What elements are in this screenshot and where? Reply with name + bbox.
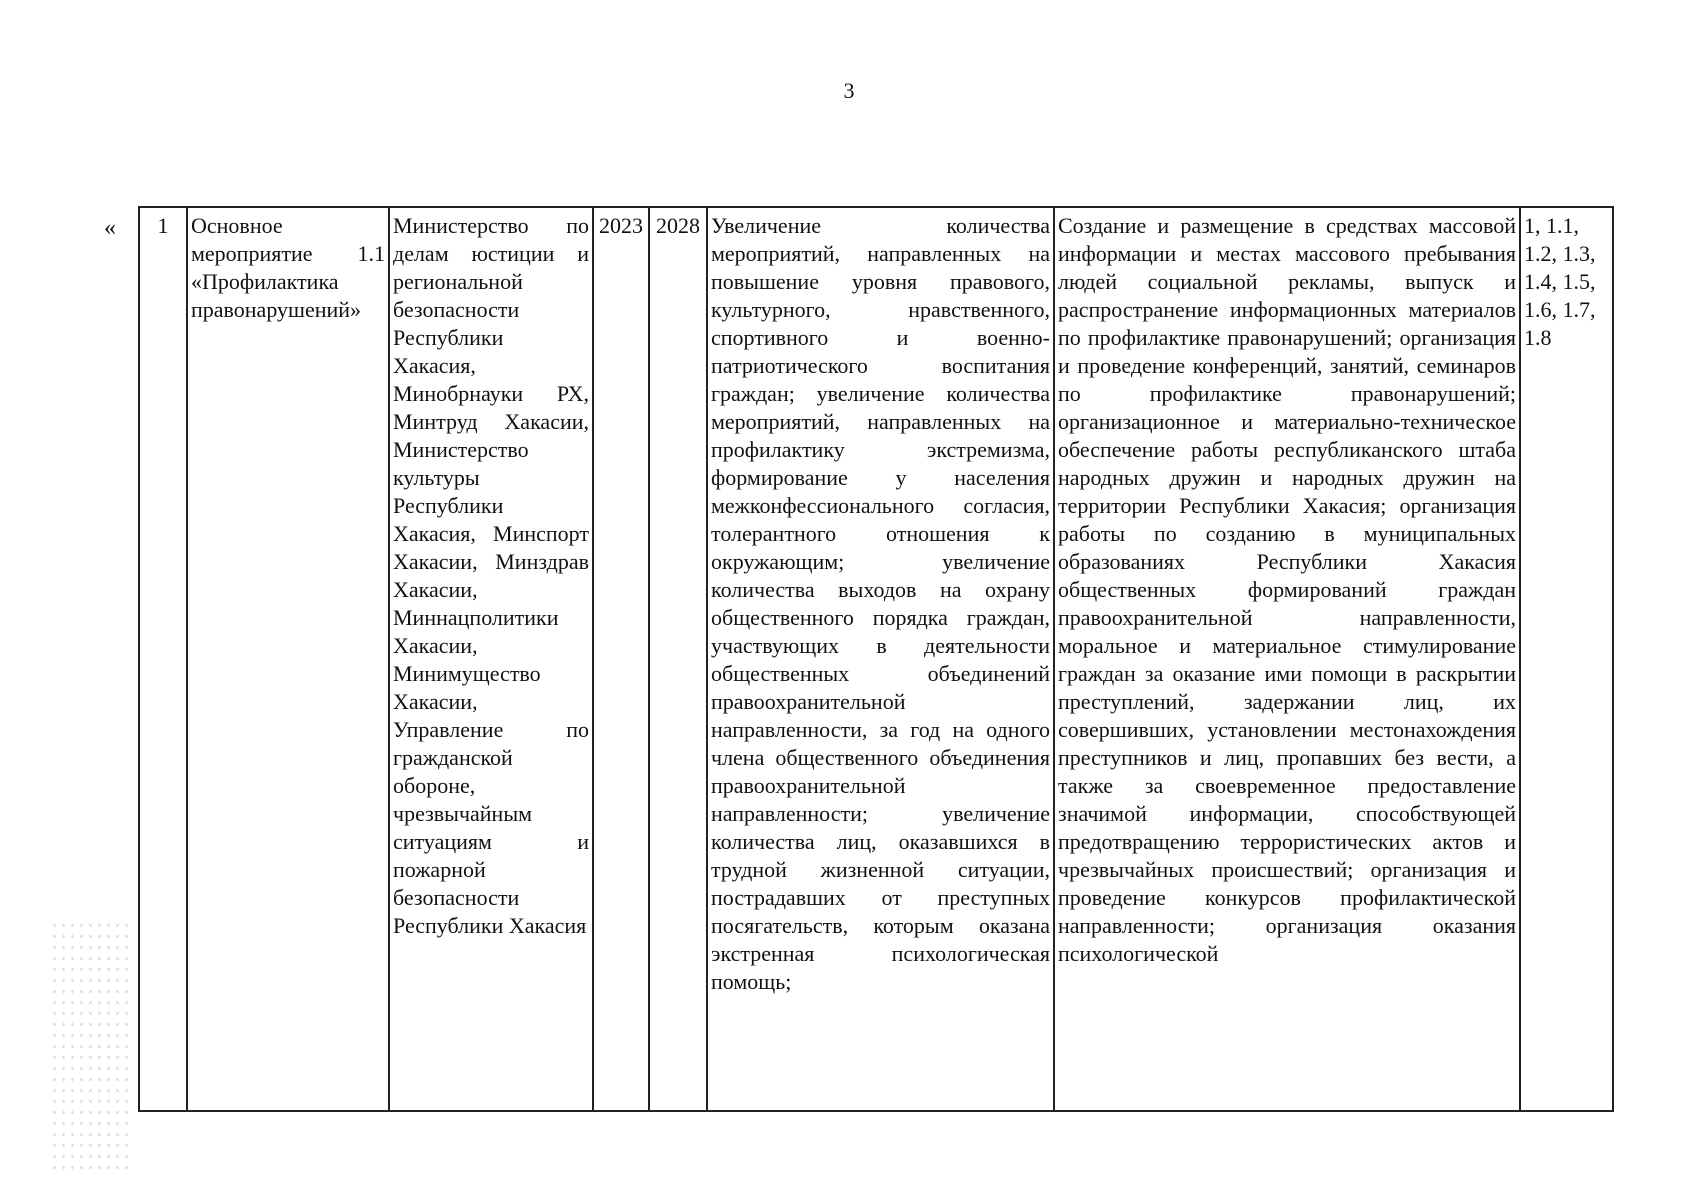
indicator-refs-cell xyxy=(1520,207,1613,1111)
page-number: 3 xyxy=(843,78,855,103)
end-year-cell xyxy=(649,207,707,1111)
scan-artifact-dots xyxy=(50,920,130,1170)
table-row xyxy=(139,207,1613,1111)
event-name: Основное мероприятие 1.1 «Профилактика правонарушений» xyxy=(191,213,385,322)
program-events-table xyxy=(138,206,1614,1112)
start-year-cell xyxy=(593,207,649,1111)
row-number-cell xyxy=(139,207,187,1111)
executor-cell xyxy=(389,207,593,1111)
start-year: 2023 xyxy=(599,213,643,238)
opening-quote-mark: « xyxy=(104,215,116,241)
executor-list: Министерство по делам юстиции и региональной безопасности Республики Хакасия, Минобрнауки РХ, Минтруд Хакасии, Министерство культуры Республики Хакасия, Минспорт Хакасии, Минздрав Хакасии, Миннацполитики Хакасии, Минимущество Хакасии, Управление по гражданской обороне, чрезвычайным ситуациям и пожарной безопасности Республики Хакасия xyxy=(393,213,589,938)
expected-result-text: Увеличение количества мероприятий, направленных на повышение уровня правового, культурного, нравственного, спортивного и военно-патриотического воспитания граждан; увеличение количества мероприятий, направленных на профилактику экстремизма, формирование у населения межконфессионального согласия, толерантного отношения к окружающим; увеличение количества выходов на охрану общественного порядка граждан, участвующих в деятельности общественных объединений правоохранительной направленности, за год на одного члена общественного объединения правоохранительной направленности; увеличение количества лиц, оказавшихся в трудной жизненной ситуации, пострадавших от преступных посягательств, которым оказана экстренная психологическая помощь; xyxy=(711,213,1050,994)
indicator-refs: 1, 1.1, 1.2, 1.3, 1.4, 1.5, 1.6, 1.7, 1.8 xyxy=(1524,213,1596,350)
end-year: 2028 xyxy=(656,213,700,238)
activities-cell xyxy=(1054,207,1520,1111)
activities-text: Создание и размещение в средствах массовой информации и местах массового пребывания людей социальной рекламы, выпуск и распространение информационных материалов по профилактике правонарушений; организация и проведение конференций, занятий, семинаров по профилактике правонарушений; организационное и материально-техническое обеспечение работы республиканского штаба народных дружин и народных дружин на территории Республики Хакасия; организация работы по созданию в муниципальных образованиях Республики Хакасия общественных формирований граждан правоохранительной направленности, моральное и материальное стимулирование граждан за оказание ими помощи в раскрытии преступлений, задержании лиц, их совершивших, установлении местонахождения преступников и лиц, пропавших без вести, а также за своевременное предоставление значимой информации, способствующей предотвращению террористических актов и чрезвычайных происшествий; организация и проведение конкурсов профилактической направленности; организация оказания психологической xyxy=(1058,213,1516,966)
expected-result-cell xyxy=(707,207,1054,1111)
event-name-cell xyxy=(187,207,389,1111)
row-number: 1 xyxy=(157,213,169,238)
